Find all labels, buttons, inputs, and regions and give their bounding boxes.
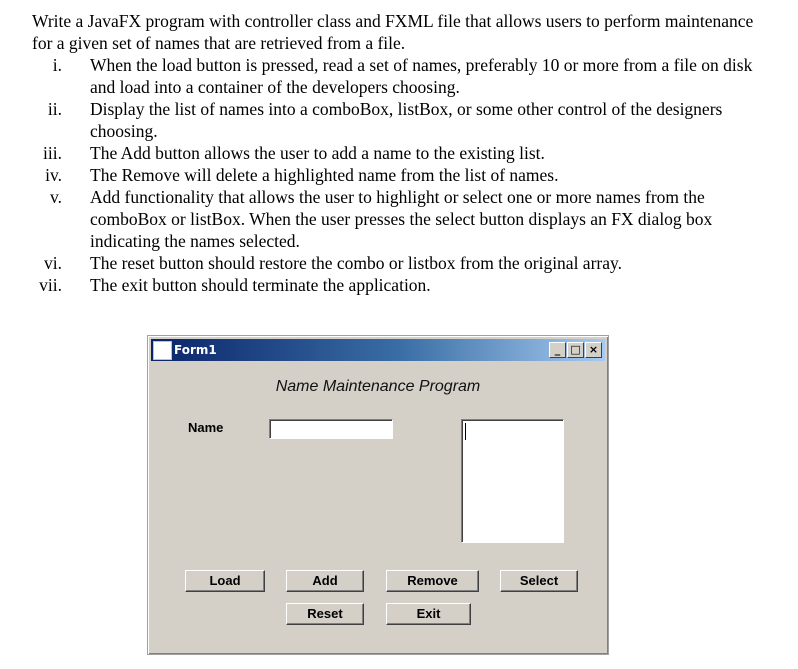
item-text: The reset button should restore the combo or listbox from the original array. — [90, 253, 622, 273]
window-controls — [549, 342, 602, 358]
requirement-item — [32, 142, 772, 164]
text-caret — [465, 423, 466, 440]
form-heading: Name Maintenance Program — [275, 378, 481, 395]
assignment-text — [32, 10, 772, 296]
item-number: vi. — [44, 253, 62, 273]
item-text: Add functionality that allows the user to highlight or select one or more names from the comboBox or listBox. When the user presses the select button displays an FX dialog box indicating the names selected. — [90, 187, 713, 251]
select-button[interactable]: Select — [500, 570, 578, 592]
item-number: iv. — [45, 165, 62, 185]
app-icon — [153, 341, 172, 360]
item-number: vii. — [39, 275, 62, 295]
title-bar[interactable] — [151, 339, 605, 361]
requirement-item — [32, 98, 772, 142]
item-number: i. — [52, 55, 62, 75]
requirement-item — [32, 54, 772, 98]
assignment-intro: Write a JavaFX program with controller class and FXML file that allows users to perform maintenance for a given set of names that are retrieved from a file. — [32, 11, 754, 53]
name-label: Name — [188, 420, 224, 435]
item-number: v. — [50, 187, 62, 207]
window-title: Form1 — [174, 343, 217, 357]
requirement-item — [32, 164, 772, 186]
item-text: The Remove will delete a highlighted name from the list of names. — [90, 165, 559, 185]
name-input[interactable] — [269, 419, 393, 439]
item-text: The exit button should terminate the application. — [90, 275, 431, 295]
item-text: The Add button allows the user to add a name to the existing list. — [90, 143, 545, 163]
reset-button[interactable]: Reset — [286, 603, 364, 625]
item-number: ii. — [47, 99, 62, 119]
add-button[interactable]: Add — [286, 570, 364, 592]
item-number: iii. — [43, 143, 62, 163]
requirement-item — [32, 274, 772, 296]
item-text: When the load button is pressed, read a set of names, preferably 10 or more from a file on disk and load into a container of the developers choosing. — [90, 55, 753, 97]
maximize-icon[interactable]: □ — [567, 342, 584, 358]
form-window — [147, 335, 609, 655]
requirement-item — [32, 186, 772, 252]
load-button[interactable]: Load — [185, 570, 265, 592]
close-icon[interactable]: × — [585, 342, 602, 358]
requirement-item — [32, 252, 772, 274]
names-listbox[interactable] — [461, 419, 564, 543]
requirements-list — [32, 54, 772, 296]
minimize-icon[interactable]: _ — [549, 342, 566, 358]
item-text: Display the list of names into a comboBox, listBox, or some other control of the designers choosing. — [90, 99, 723, 141]
remove-button[interactable]: Remove — [386, 570, 479, 592]
exit-button[interactable]: Exit — [386, 603, 471, 625]
